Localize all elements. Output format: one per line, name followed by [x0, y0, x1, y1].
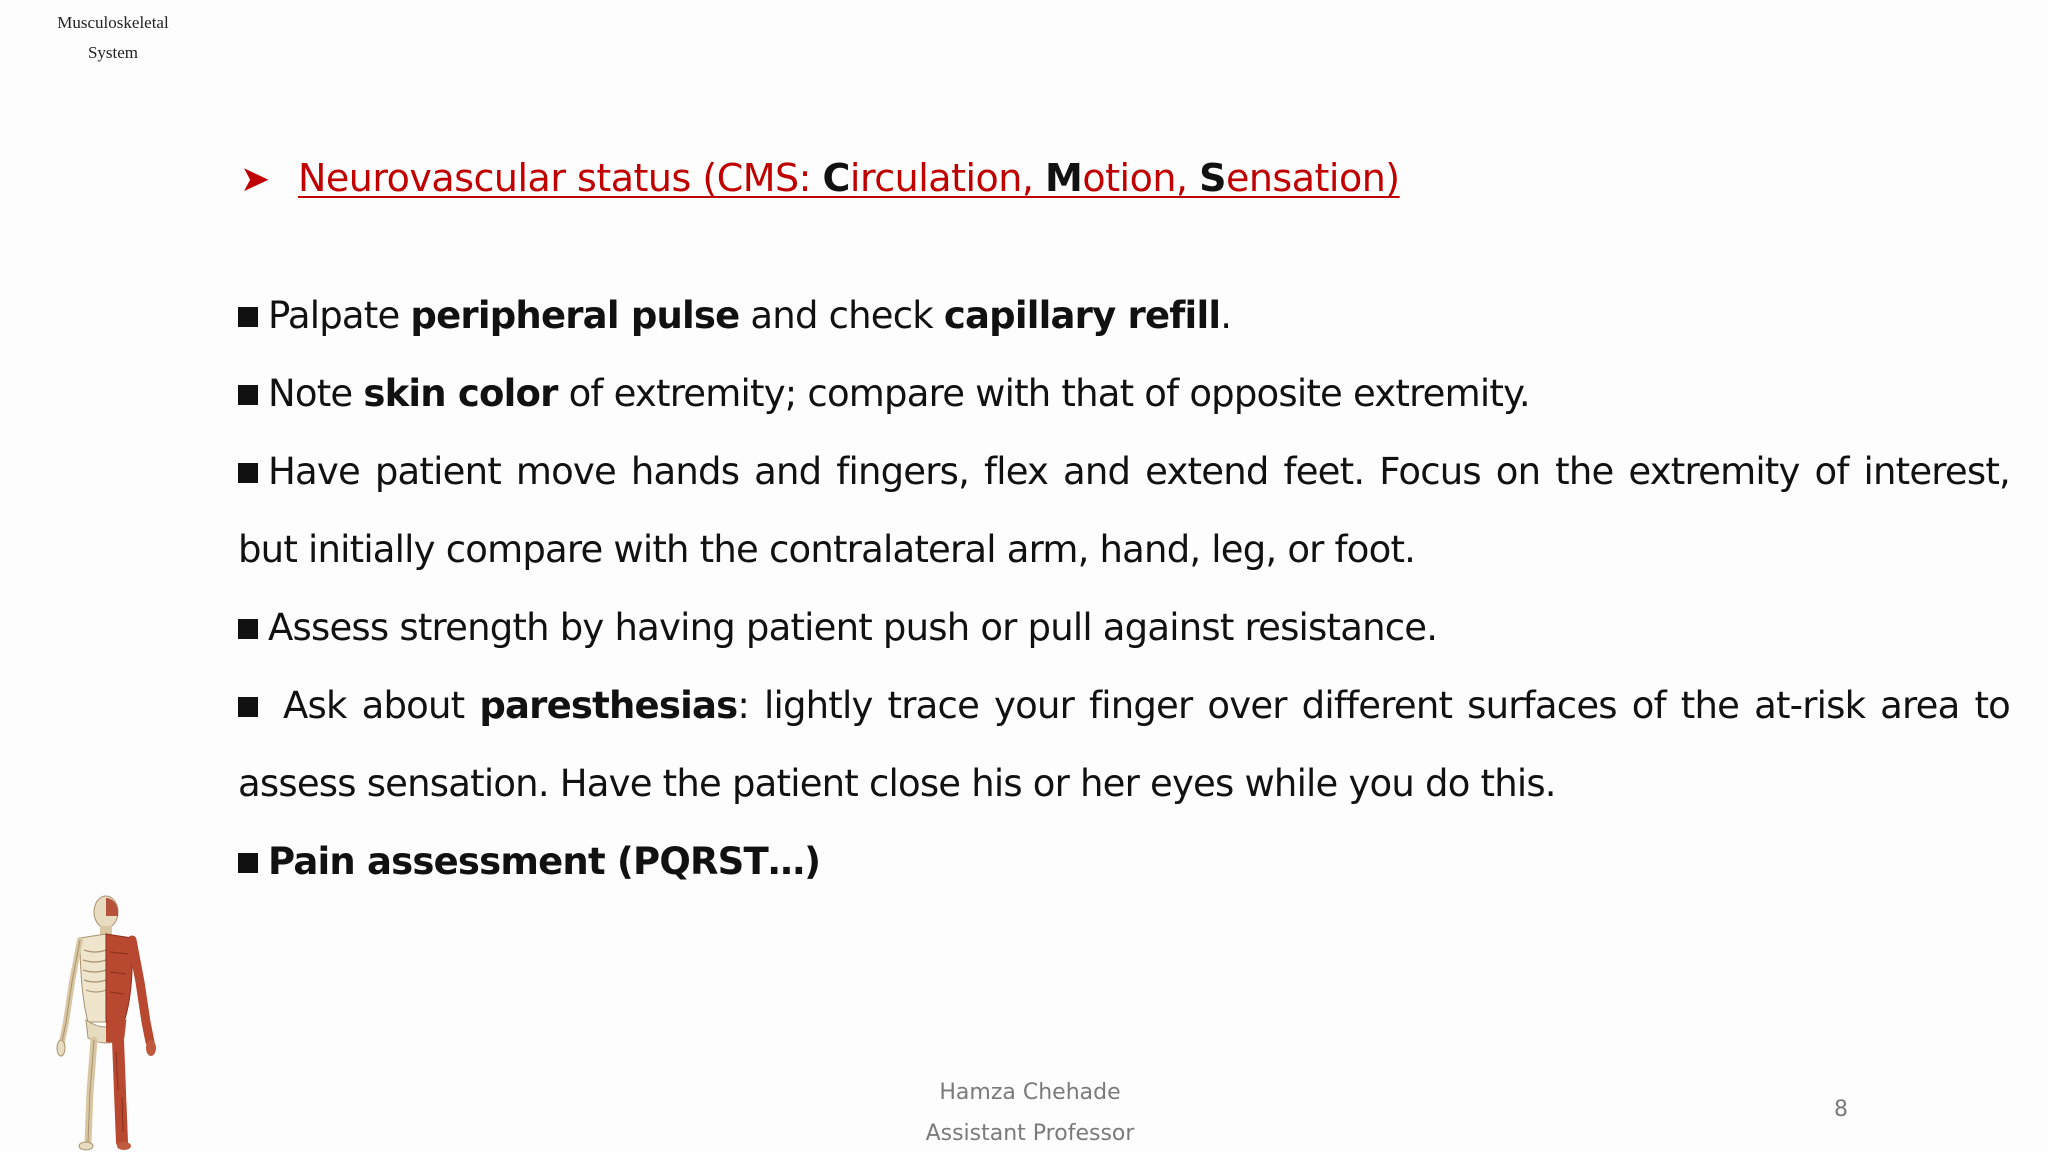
bullet-item-strength: Assess strength by having patient push or pull against resistance.	[238, 589, 2010, 667]
header-line-1: Musculoskeletal	[57, 13, 169, 32]
bullet-list	[238, 277, 2010, 901]
bullet-item-paresthesias: Ask about paresthesias: lightly trace your finger over different surfaces of the at-risk area to assess sensation. Have the patient close his or her eyes while you do this.	[238, 684, 2011, 805]
heading-letter-s: S	[1199, 156, 1226, 200]
author-name: Hamza Chehade	[939, 1080, 1121, 1105]
arrow-bullet-icon: ➤	[240, 159, 270, 200]
square-bullet-icon	[238, 463, 258, 483]
bullet-item-skin-color: Note skin color of extremity; compare with that of opposite extremity.	[238, 355, 2010, 433]
footer-author	[900, 1072, 1160, 1152]
square-bullet-icon	[238, 307, 258, 327]
square-bullet-icon	[238, 697, 258, 717]
bullet-item-pain: Pain assessment (PQRST…)	[238, 823, 2010, 901]
bullet-item-motion: Have patient move hands and fingers, flex and extend feet. Focus on the extremity of interest, but initially compare with the contralateral arm, hand, leg, or foot.	[238, 450, 2010, 571]
section-heading	[240, 156, 1400, 200]
heading-title: Neurovascular status (CMS: Circulation, Motion, Sensation)	[298, 156, 1400, 200]
header-line-2: System	[87, 43, 139, 62]
header-label	[40, 8, 186, 68]
heading-letter-m: M	[1045, 156, 1083, 200]
square-bullet-icon	[238, 619, 258, 639]
bullet-item-pulse: Palpate peripheral pulse and check capillary refill.	[238, 277, 2010, 355]
page-number: 8	[1834, 1097, 1848, 1122]
heading-letter-c: C	[822, 156, 850, 200]
square-bullet-icon	[238, 853, 258, 873]
square-bullet-icon	[238, 385, 258, 405]
author-role: Assistant Professor	[925, 1121, 1135, 1146]
anatomy-figure-icon	[50, 892, 162, 1152]
